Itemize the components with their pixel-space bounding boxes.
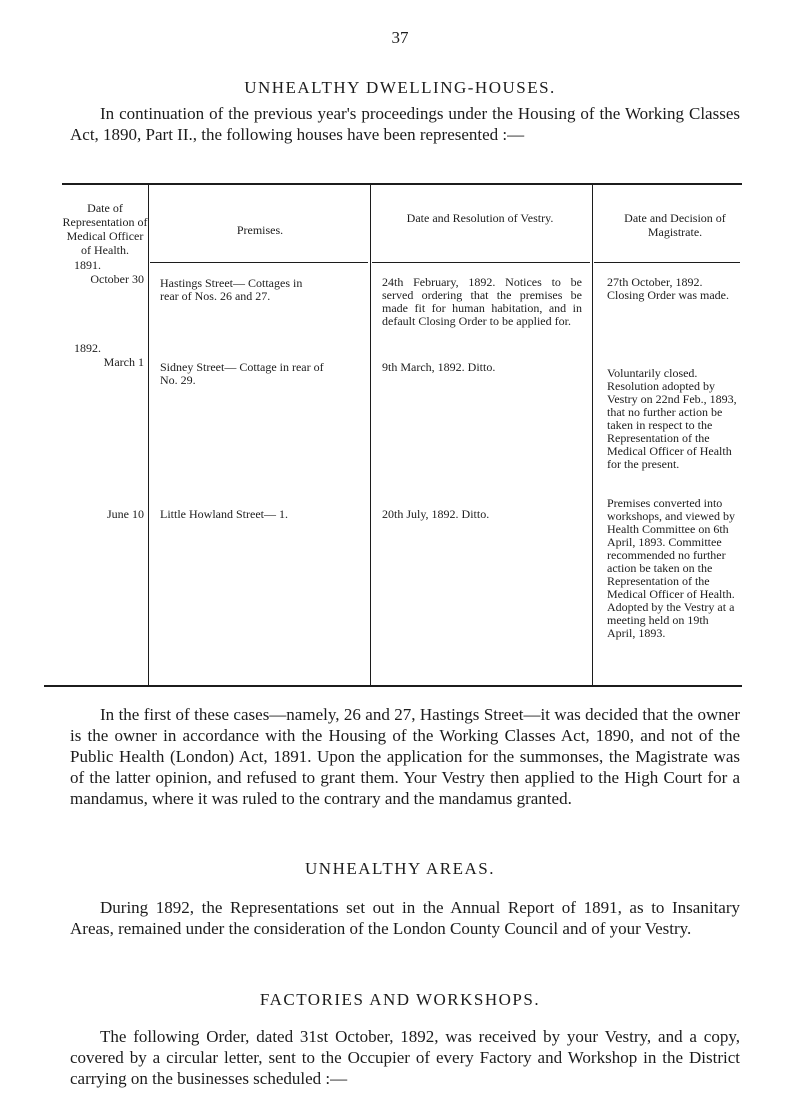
column-divider xyxy=(370,185,371,685)
hastings-paragraph: In the first of these cases—namely, 26 and 27, Hastings Street—it was decided that the owner is the owner in accordance with the Housing of the Working Classes Act, 1890, and not of the Public Health (London) Act, 1891. Upon the application for the summonses, the Magistrate was of the latter opinion, and refused to grant them. Your Vestry then applied to the High Court for a mandamus, where it was ruled to the contrary and the mandamus granted. xyxy=(70,705,740,808)
table-bottom-rule xyxy=(44,685,742,687)
row-magistrate: 27th October, 1892. Closing Order was made. xyxy=(607,275,729,302)
row-magistrate: Voluntarily closed. Resolution adopted by Vestry on 22nd Feb., 1893, that no further action be taken in respect to the Representation of the Medical Officer of Health for the present. xyxy=(607,366,737,471)
row-date: March 1 xyxy=(103,355,144,369)
column-divider xyxy=(148,185,149,685)
section-heading-areas: UNHEALTHY AREAS. xyxy=(305,859,495,878)
row-magistrate: Premises converted into workshops, and viewed by Health Committee on 6th April, 1893. Committee recommended no further action be taken on the Representation of the Medical Officer of Health. Adopted by the Vestry at a meeting held on 19th April, 1893. xyxy=(607,496,735,640)
header-underline xyxy=(372,262,590,263)
intro-paragraph: In continuation of the previous year's proceedings under the Housing of the Working Classes Act, 1890, Part II., the following houses have been represented :— xyxy=(70,104,740,144)
section-heading-dwellings: UNHEALTHY DWELLING-HOUSES. xyxy=(244,78,556,97)
factories-paragraph: The following Order, dated 31st October, 1892, was received by your Vestry, and a copy, covered by a circular letter, sent to the Occupier of every Factory and Workshop in the District carrying on the businesses scheduled :— xyxy=(70,1027,740,1088)
header-underline xyxy=(594,262,740,263)
section-heading-factories: FACTORIES AND WORKSHOPS. xyxy=(259,990,541,1009)
header-premises: Premises. xyxy=(236,223,284,237)
header-date: Date of Representation of Medical Officer of Health. xyxy=(62,201,148,257)
row-year: 1891. xyxy=(74,258,101,272)
column-divider xyxy=(592,185,593,685)
row-premises: Little Howland Street— 1. xyxy=(160,507,288,521)
row-year: 1892. xyxy=(74,341,101,355)
row-date: October 30 xyxy=(90,272,144,286)
table-top-rule xyxy=(62,183,742,185)
areas-paragraph: During 1892, the Representations set out in the Annual Report of 1891, as to Insanitary Areas, remained under the consideration of the London County Council and of your Vestry. xyxy=(70,898,740,938)
header-magistrate: Date and Decision of Magistrate. xyxy=(624,211,726,239)
header-vestry: Date and Resolution of Vestry. xyxy=(406,211,554,225)
row-vestry: 24th February, 1892. Notices to be served ordering that the premises be made fit for human habitation, and in default Closing Order to be applied for. xyxy=(382,275,582,328)
row-vestry: 20th July, 1892. Ditto. xyxy=(382,507,490,521)
page-number: 37 xyxy=(391,28,409,47)
row-vestry: 9th March, 1892. Ditto. xyxy=(382,360,496,374)
row-premises: Hastings Street— Cottages in rear of Nos. 26 and 27. xyxy=(160,276,303,303)
row-date: June 10 xyxy=(107,507,144,521)
header-underline xyxy=(150,262,368,263)
row-premises: Sidney Street— Cottage in rear of No. 29. xyxy=(160,360,324,387)
